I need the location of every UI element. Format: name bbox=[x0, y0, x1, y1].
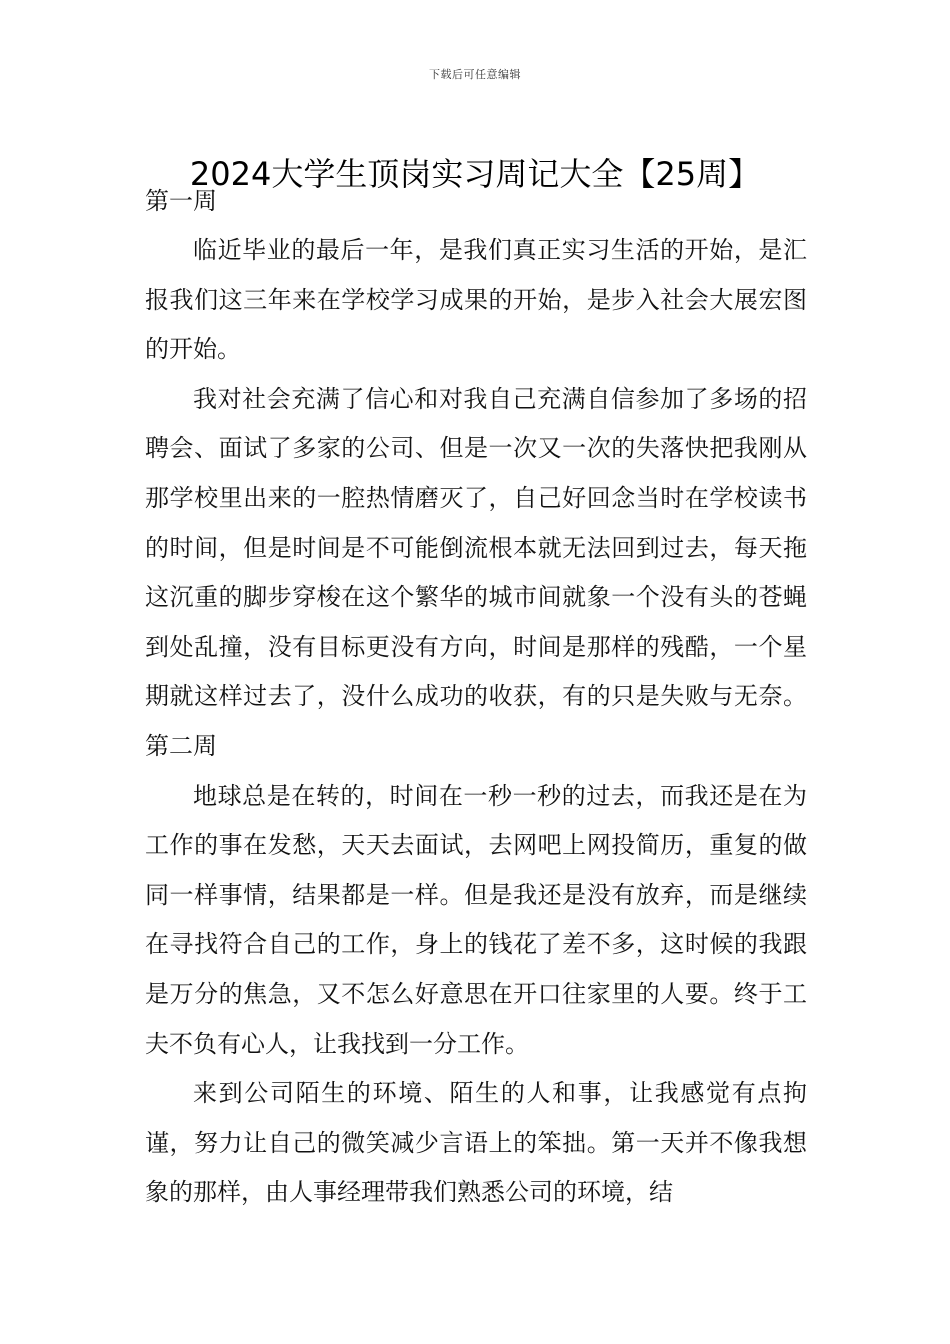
paragraph: 临近毕业的最后一年，是我们真正实习生活的开始，是汇报我们这三年来在学校学习成果的开始，是步入社会大展宏图的开始。 bbox=[145, 236, 807, 364]
header-note: 下载后可任意编辑 bbox=[429, 68, 521, 81]
paragraph: 地球总是在转的，时间在一秒一秒的过去，而我还是在为工作的事在发愁，天天去面试，去网吧上网投简历，重复的做同一样事情，结果都是一样。但是我还是没有放弃，而是继续在寻找符合自己的工作，身上的钱花了差不多，这时候的我跟是万分的焦急，又不怎么好意思在开口往家里的人要。终于工夫不负有心人，让我找到一分工作。 bbox=[145, 781, 807, 1058]
paragraph: 来到公司陌生的环境、陌生的人和事，让我感觉有点拘谨，努力让自己的微笑减少言语上的笨拙。第一天并不像我想象的那样，由人事经理带我们熟悉公司的环境，结 bbox=[145, 1079, 807, 1207]
document-body bbox=[145, 176, 807, 1218]
section-heading-week-1: 第一周 bbox=[145, 187, 217, 215]
paragraph: 我对社会充满了信心和对我自己充满自信参加了多场的招聘会、面试了多家的公司、但是一次又一次的失落快把我刚从那学校里出来的一腔热情磨灭了，自己好回念当时在学校读书的时间，但是时间是不可能倒流根本就无法回到过去，每天拖这沉重的脚步穿梭在这个繁华的城市间就象一个没有头的苍蝇到处乱撞，没有目标更没有方向，时间是那样的残酷，一个星期就这样过去了，没什么成功的收获，有的只是失败与无奈。第二周 bbox=[145, 384, 807, 760]
document-title: 2024大学生顶岗实习周记大全【25周】 bbox=[189, 155, 761, 194]
